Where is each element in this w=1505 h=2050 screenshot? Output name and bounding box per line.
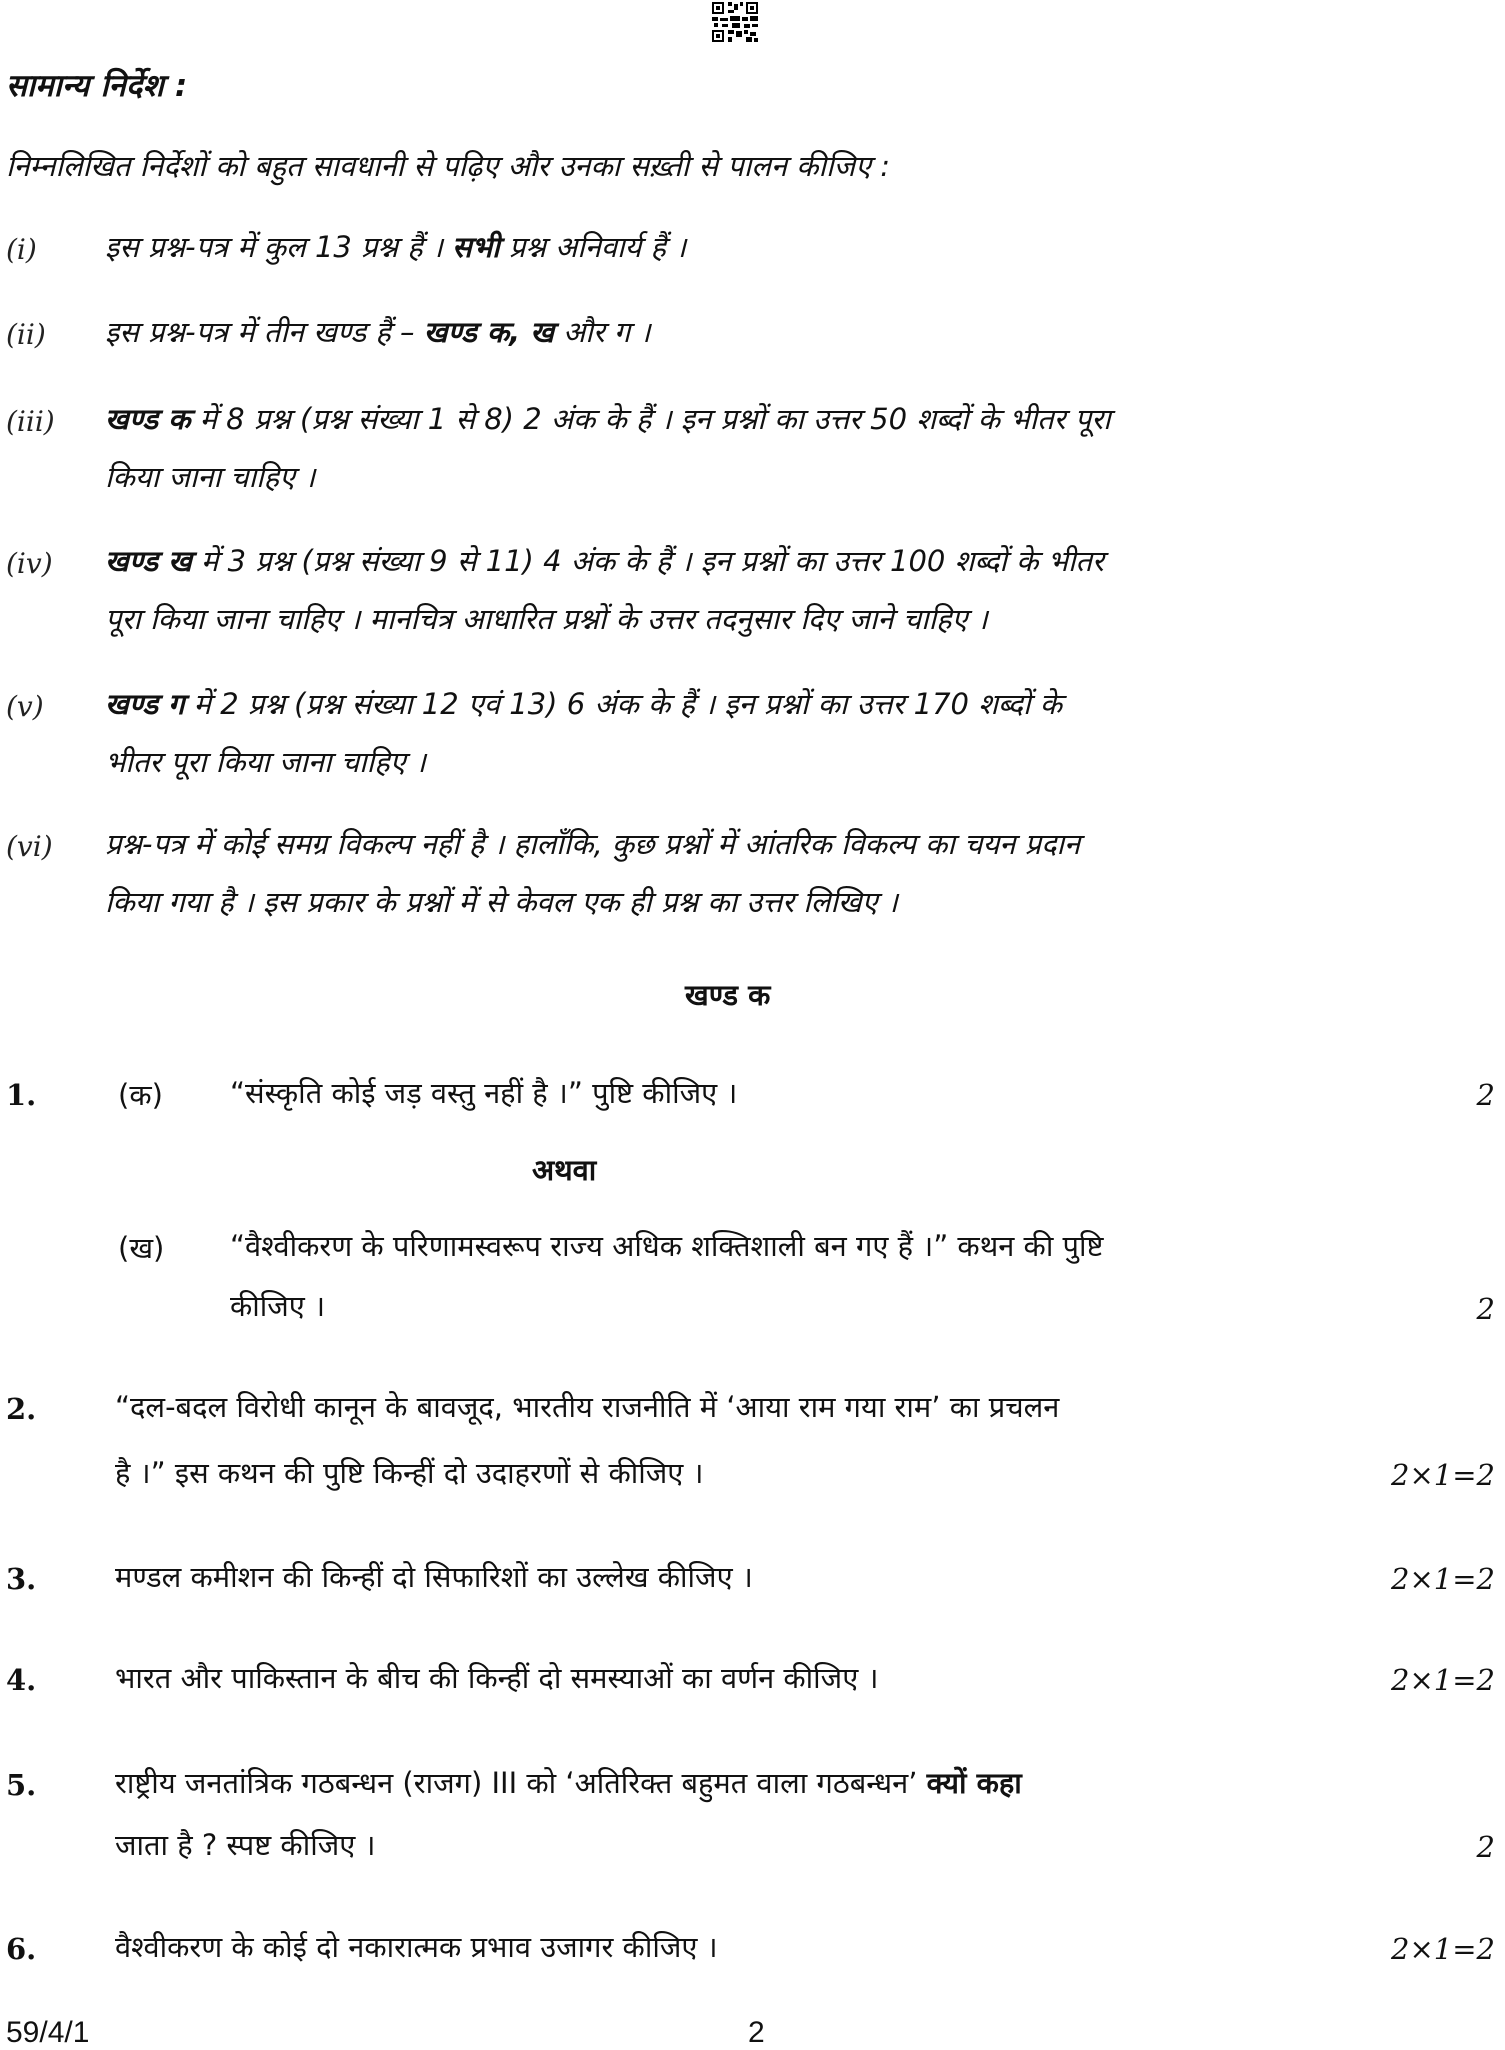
or-label: अथवा bbox=[532, 1153, 597, 1187]
question-text: “वैश्वीकरण के परिणामस्वरूप राज्य अधिक शक्तिशाली बन गए हैं ।” कथन की पुष्टि bbox=[230, 1229, 1104, 1263]
instruction-bold-text: सभी bbox=[452, 230, 500, 264]
instruction-text: में 2 प्रश्न (प्रश्न संख्या 12 एवं 13) 6 अंक के हैं । इन प्रश्नों का उत्तर 170 शब्दों के bbox=[184, 687, 1062, 721]
question-number: 1. bbox=[6, 1078, 37, 1112]
marks: 2×1=2 bbox=[1391, 1562, 1495, 1596]
question-number: 5. bbox=[6, 1768, 37, 1802]
question-number: 6. bbox=[6, 1932, 37, 1966]
instruction-label: (iv) bbox=[6, 547, 53, 580]
question-number: 3. bbox=[6, 1562, 37, 1596]
instruction-item-5-continued: भीतर पूरा किया जाना चाहिए । bbox=[105, 745, 426, 779]
general-instructions-intro: निम्नलिखित निर्देशों को बहुत सावधानी से पढ़िए और उनका सख़्ती से पालन कीजिए : bbox=[6, 149, 891, 183]
qr-code-icon bbox=[712, 2, 758, 42]
question-text-plain: राष्ट्रीय जनतांत्रिक गठबन्धन (राजग) III को ‘अतिरिक्त बहुमत वाला गठबन्धन’ bbox=[115, 1766, 927, 1800]
instruction-label: (vi) bbox=[6, 830, 53, 863]
marks: 2×1=2 bbox=[1391, 1458, 1495, 1492]
marks: 2 bbox=[1476, 1830, 1495, 1864]
instruction-text: प्रश्न अनिवार्य हैं । bbox=[499, 230, 687, 264]
instruction-item-6: प्रश्न-पत्र में कोई समग्र विकल्प नहीं है । हालाँकि, कुछ प्रश्नों में आंतरिक विकल्प का चयन प्रदान bbox=[105, 827, 1081, 861]
instruction-item-5 bbox=[105, 675, 1062, 733]
marks: 2×1=2 bbox=[1391, 1663, 1495, 1697]
question-text-continued: कीजिए । bbox=[230, 1289, 326, 1323]
instruction-bold-text: खण्ड क, ख bbox=[423, 315, 554, 349]
question-text: मण्डल कमीशन की किन्हीं दो सिफारिशों का उल्लेख कीजिए । bbox=[115, 1560, 753, 1594]
instruction-text: में 8 प्रश्न (प्रश्न संख्या 1 से 8) 2 अंक के हैं । इन प्रश्नों का उत्तर 50 शब्दों के भीतर पूरा bbox=[190, 402, 1111, 436]
question-text-bold: क्यों कहा bbox=[926, 1766, 1022, 1800]
instruction-bold-text: खण्ड क bbox=[105, 402, 191, 436]
question-text: भारत और पाकिस्तान के बीच की किन्हीं दो समस्याओं का वर्णन कीजिए । bbox=[115, 1661, 879, 1695]
instruction-label: (i) bbox=[6, 233, 37, 266]
instruction-item-2 bbox=[105, 303, 650, 361]
instruction-item-6-continued: किया गया है । इस प्रकार के प्रश्नों में से केवल एक ही प्रश्न का उत्तर लिखिए । bbox=[105, 885, 898, 919]
instruction-text: में 3 प्रश्न (प्रश्न संख्या 9 से 11) 4 अंक के हैं । इन प्रश्नों का उत्तर 100 शब्दों के भीतर bbox=[191, 544, 1104, 578]
instruction-item-1 bbox=[105, 218, 686, 276]
instruction-label: (ii) bbox=[6, 318, 46, 351]
marks: 2 bbox=[1476, 1292, 1495, 1326]
instruction-text: और ग । bbox=[553, 315, 651, 349]
page-number: 2 bbox=[748, 2016, 765, 2049]
option-label: (क) bbox=[118, 1078, 163, 1112]
question-text: “दल-बदल विरोधी कानून के बावजूद, भारतीय राजनीति में ‘आया राम गया राम’ का प्रचलन bbox=[115, 1390, 1060, 1424]
marks: 2×1=2 bbox=[1391, 1932, 1495, 1966]
marks: 2 bbox=[1476, 1078, 1495, 1112]
instruction-label: (v) bbox=[6, 690, 44, 723]
question-text bbox=[115, 1753, 1022, 1813]
instruction-bold-text: खण्ड ख bbox=[105, 544, 192, 578]
instruction-text: इस प्रश्न-पत्र में कुल 13 प्रश्न हैं । bbox=[105, 230, 453, 264]
question-number: 2. bbox=[6, 1392, 37, 1426]
option-label: (ख) bbox=[118, 1231, 165, 1265]
question-text-continued: जाता है ? स्पष्ट कीजिए । bbox=[115, 1828, 376, 1862]
instruction-item-4 bbox=[105, 532, 1104, 590]
general-instructions-heading: सामान्य निर्देश : bbox=[6, 68, 188, 104]
instruction-label: (iii) bbox=[6, 405, 55, 438]
section-title: खण्ड क bbox=[685, 978, 771, 1012]
instruction-text: इस प्रश्न-पत्र में तीन खण्ड हैं – bbox=[105, 315, 424, 349]
question-text: वैश्वीकरण के कोई दो नकारात्मक प्रभाव उजागर कीजिए । bbox=[115, 1930, 718, 1964]
instruction-item-4-continued: पूरा किया जाना चाहिए । मानचित्र आधारित प्रश्नों के उत्तर तदनुसार दिए जाने चाहिए । bbox=[105, 602, 988, 636]
paper-code: 59/4/1 bbox=[6, 2016, 90, 2049]
instruction-item-3 bbox=[105, 390, 1111, 448]
question-text: “संस्कृति कोई जड़ वस्तु नहीं है ।” पुष्टि कीजिए । bbox=[230, 1076, 738, 1110]
instruction-item-3-continued: किया जाना चाहिए । bbox=[105, 460, 316, 494]
question-number: 4. bbox=[6, 1663, 37, 1697]
instruction-bold-text: खण्ड ग bbox=[105, 687, 185, 721]
question-text-continued: है ।” इस कथन की पुष्टि किन्हीं दो उदाहरणों से कीजिए । bbox=[115, 1456, 704, 1490]
